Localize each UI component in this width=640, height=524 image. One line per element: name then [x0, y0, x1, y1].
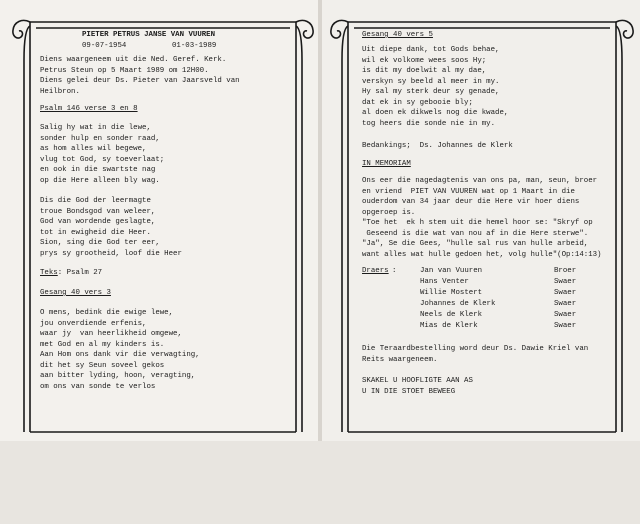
text-reference	[40, 268, 102, 279]
gesang-line: al doen ek dikwels nog die kwade,	[362, 109, 509, 117]
bedanking: Bedankings; Ds. Johannes de Klerk	[362, 142, 513, 150]
gesang-line: jou onverdiende erfenis,	[40, 319, 147, 328]
draer-name: Neels de Klerk	[420, 311, 483, 319]
gesang-line: met God en al my kinders is.	[40, 340, 165, 349]
psalm-line: troue Bondsgod van weleer,	[40, 207, 156, 216]
left-page	[0, 0, 318, 441]
closing-line: SKAKEL U HOOFLIGTE AAN AS	[362, 377, 473, 385]
gesang-line: aan bitter lyding, hoon, veragting,	[40, 372, 196, 380]
memoriam-line: Ons eer die nagedagtenis van ons pa, man, seun, broer	[362, 177, 598, 185]
closing-line: U IN DIE STOET BEWEEG	[362, 387, 456, 396]
gesang-heading: Gesang 40 vers 5	[362, 31, 433, 39]
psalm-line: vlug tot God, sy toeverlaat;	[40, 155, 165, 164]
gesang-line: dat ek in sy gebooie bly;	[362, 98, 473, 107]
deceased-name: PIETER PETRUS JANSE VAN VUUREN	[82, 31, 216, 39]
draer-name: Mias de Klerk	[420, 322, 478, 330]
intro-line: Heilbron.	[40, 87, 80, 96]
draer-relation: Broer	[554, 267, 577, 275]
gesang-line: Aan Hom ons dank vir die verwagting,	[40, 351, 200, 359]
gesang-line: waar jy van heerlikheid omgewe,	[40, 330, 182, 338]
teraard-line: Reits waargeneem.	[362, 355, 438, 364]
draer-relation: Swaer	[554, 289, 577, 297]
draer-name: Jan van Vuuren	[420, 267, 483, 275]
psalm-line: en ook in die swartste nag	[40, 166, 156, 174]
psalm-line: Sion, sing die God ter eer,	[40, 239, 160, 247]
gesang-line: tog heers die sonde nie in my.	[362, 119, 496, 128]
gesang-line: O mens, bedink die ewige lewe,	[40, 309, 174, 317]
psalm-line: sonder hulp en sonder raad,	[40, 134, 160, 143]
psalm-line: prys sy grootheid, loof die Heer	[40, 249, 182, 258]
draer-name: Johannes de Klerk	[420, 300, 496, 308]
psalm-line: op die Here alleen bly wag.	[40, 176, 160, 185]
gesang-line: wil ek volkome wees soos Hy;	[362, 56, 487, 65]
psalm-line: as hom alles wil begewe,	[40, 145, 147, 153]
memoriam-line: ouderdom van 34 jaar deur die Here vir hoer diens	[362, 198, 580, 206]
death-date: 01-03-1989	[172, 42, 217, 50]
memoriam-heading: IN MEMORIAM	[362, 160, 411, 168]
text-value: : Psalm 27	[57, 269, 103, 277]
psalm-line: God van wordende geslagte,	[40, 218, 156, 226]
intro-line: Diens gelei deur Ds. Pieter van Jaarsveld van	[40, 77, 240, 85]
psalm-line: Salig hy wat in die lewe,	[40, 124, 151, 132]
right-page	[322, 0, 640, 441]
psalm-heading: Psalm 146 verse 3 en 8	[40, 105, 138, 113]
memoriam-line: "Toe het ek h stem uit die hemel hoor se: "Skryf op	[362, 219, 593, 227]
teraard-line: Die Teraardbestelling word deur Ds. Dawie Kriel van	[362, 345, 589, 353]
draer-relation: Swaer	[554, 300, 577, 308]
text-label: Teks	[40, 269, 58, 277]
gesang-heading: Gesang 40 vers 3	[40, 289, 111, 297]
gesang-line: dit het sy Seun soveel gekos	[40, 361, 165, 370]
gesang-line: is dit my doelwit al my dae,	[362, 67, 487, 75]
birth-date: 09-07-1954	[82, 42, 127, 50]
draer-name: Willie Mostert	[420, 289, 483, 297]
memoriam-line: want alles wat hulle gedoen het, volg hulle"(Op:14:13)	[362, 250, 602, 259]
memoriam-line: "Ja", Se die Gees, "hulle sal rus van hulle arbeid,	[362, 240, 589, 248]
memoriam-line: Geseend is die wat van nou af in die Here sterwe".	[362, 229, 589, 238]
gesang-line: Hy sal my sterk deur sy genade,	[362, 88, 500, 96]
memoriam-line: opgeroep is.	[362, 208, 416, 217]
draer-relation: Swaer	[554, 322, 577, 330]
draer-name: Hans Venter	[420, 278, 469, 286]
intro-line: Petrus Steun op 5 Maart 1989 om 12H00.	[40, 66, 209, 75]
draers-colon: :	[392, 267, 397, 275]
draers-label: Draers	[362, 267, 389, 275]
psalm-line: tot in ewigheid die Heer.	[40, 228, 151, 237]
draer-relation: Swaer	[554, 278, 577, 286]
draer-relation: Swaer	[554, 311, 577, 319]
gesang-line: verskyn sy beeld al meer in my.	[362, 77, 500, 86]
gesang-line: Uit diepe dank, tot Gods behae,	[362, 46, 500, 54]
intro-line: Diens waargeneem uit die Ned. Geref. Kerk.	[40, 56, 227, 64]
memoriam-line: en vriend PIET VAN VUUREN wat op 1 Maart in die	[362, 187, 575, 196]
psalm-line: Dis die God der leermagte	[40, 197, 151, 205]
gesang-line: om ons van sonde te verlos	[40, 382, 156, 391]
